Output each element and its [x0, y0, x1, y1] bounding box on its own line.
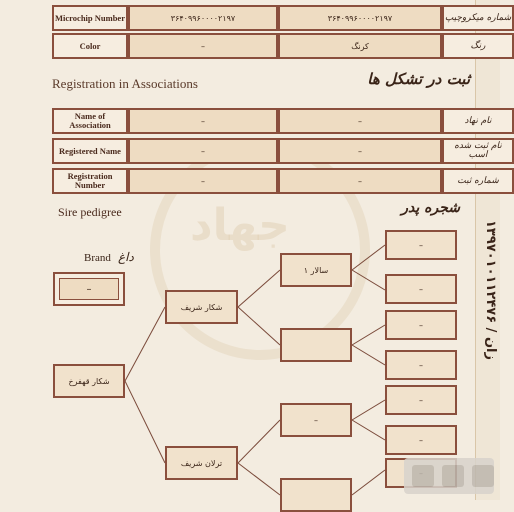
registered-name-label: Registered Name [52, 138, 128, 164]
association-label: Name of Association [52, 108, 128, 134]
pedigree-sire-sire: سالار ۱ [280, 253, 352, 287]
pedigree-gen4-4: – [385, 350, 457, 380]
pedigree-gen4-2: – [385, 274, 457, 304]
pedigree-dam: ترلان شریف [165, 446, 238, 480]
sire-pedigree-title-fa: شجره پدر [401, 200, 460, 216]
watermark-text: جهاد [190, 200, 290, 251]
pedigree-gen4-5: – [385, 385, 457, 415]
association-value-1: – [128, 108, 278, 134]
brand-label-fa: داغ [118, 250, 134, 264]
microchip-label: Microchip Number [52, 5, 128, 31]
registered-name-label-fa: نام ثبت شده اسب [442, 138, 514, 164]
pedigree-root: شکار قهفرخ [53, 364, 125, 398]
pedigree-gen4-6: – [385, 425, 457, 455]
registration-title: Registration in Associations [52, 76, 198, 91]
registration-title-fa: ثبت در تشکل ها [367, 70, 470, 88]
registration-number-label-fa: شماره ثبت [442, 168, 514, 194]
pedigree-dam-dam [280, 478, 352, 512]
pedigree-sire: شکار شریف [165, 290, 238, 324]
corner-logo [404, 458, 494, 494]
side-number: ۱۳۹۷۰۱۰۱۱۲۴۷۶ / زان [483, 220, 498, 360]
registration-number-value-1: – [128, 168, 278, 194]
pedigree-gen4-3: – [385, 310, 457, 340]
microchip-label-fa: شماره میکروچیپ [442, 5, 514, 31]
microchip-value-2: ۳۶۴۰۹۹۶۰۰۰۰۲۱۹۷ [278, 5, 442, 31]
microchip-value-1: ۳۶۴۰۹۹۶۰۰۰۰۲۱۹۷ [128, 5, 278, 31]
brand-label: Brand [84, 252, 111, 264]
registered-name-value-2: – [278, 138, 442, 164]
pedigree-sire-dam [280, 328, 352, 362]
color-label-fa: رنگ [442, 33, 514, 59]
registered-name-value-1: – [128, 138, 278, 164]
color-label: Color [52, 33, 128, 59]
brand-value: – [59, 278, 119, 300]
color-value-2: کرنگ [278, 33, 442, 59]
association-label-fa: نام نهاد [442, 108, 514, 134]
sire-pedigree-title: Sire pedigree [58, 205, 122, 219]
association-value-2: – [278, 108, 442, 134]
registration-number-value-2: – [278, 168, 442, 194]
pedigree-dam-sire: – [280, 403, 352, 437]
registration-number-label: Registration Number [52, 168, 128, 194]
color-value-1: – [128, 33, 278, 59]
pedigree-gen4-1: – [385, 230, 457, 260]
